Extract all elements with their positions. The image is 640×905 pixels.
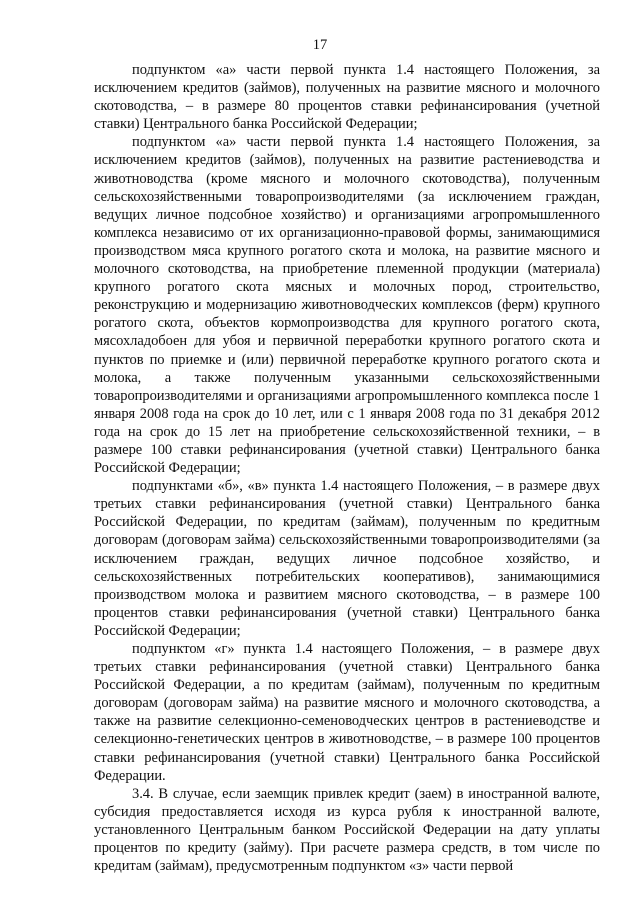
document-body — [94, 61, 600, 875]
paragraph-subsidy-rate-g: подпунктом «г» пункта 1.4 настоящего Положения, – в размере двух третьих ставки рефинансирования (учетной ставки) Центрального банка Российской Федерации, а по кредитам (займам), полученным по кредитным договорам (договорам займа) на развитие мясного и молочного скотоводства, а также на развитие селекционно-семеноводческих центров в растениеводстве и селекционно-генетических центров в животноводстве, – в размере 100 процентов ставки рефинансирования (учетной ставки) Центрального банка Российской Федерации. — [94, 641, 600, 784]
page-number: 17 — [312, 37, 328, 53]
paragraph-subsidy-rate-b-v: подпунктами «б», «в» пункта 1.4 настоящего Положения, – в размере двух третьих ставки рефинансирования (учетной ставки) Центрального банка Российской Федерации, по кредитам (займам), полученным по кредитным договорам (договорам займа) сельскохозяйственными товаропроизводителями (за исключением граждан, ведущих личное подсобное хозяйство, и сельскохозяйственных потребительских кооперативов), занимающимися производством молока и развитием мясного скотоводства, – в размере 100 процентов ставки рефинансирования (учетной ставки) Центрального банка Российской Федерации; — [94, 478, 600, 639]
paragraph-subsidy-rate-80: подпунктом «а» части первой пункта 1.4 настоящего Положения, за исключением кредитов (займов), полученных на развитие мясного и молочного скотоводства, – в размере 80 процентов ставки рефинансирования (учетной ставки) Центрального банка Российской Федерации; — [94, 62, 600, 133]
paragraph-3-4-foreign-currency: 3.4. В случае, если заемщик привлек кредит (заем) в иностранной валюте, субсидия предоставляется исходя из курса рубля к иностранной валюте, установленного Центральным банком Российской Федерации на дату уплаты процентов по кредиту (займу). При расчете размера средств, в том числе по кредитам (займам), предусмотренным подпунктом «з» части первой — [94, 785, 600, 875]
paragraph-subsidy-rate-cattle: подпунктом «а» части первой пункта 1.4 настоящего Положения, за исключением кредитов (займов), полученных на развитие растениеводства и животноводства (кроме мясного и молочного скотоводства), полученным сельскохозяйственными товаропроизводителями (за исключением граждан, ведущих личное подсобное хозяйство) и организациями агропромышленного комплекса независимо от их организационно-правовой формы, занимающимися производством мяса крупного рогатого скота и молока, на развитие мясного и молочного скотоводства, на приобретение племенной продукции (материала) крупного рогатого скота мясных и молочных пород, строительство, реконструкцию и модернизацию животноводческих комплексов (ферм) крупного рогатого скота, объектов кормопроизводства для крупного рогатого скота, мясохладобоен для убоя и первичной переработки крупного рогатого скота и пунктов по приемке и (или) первичной переработке крупного рогатого скота и молока, а также полученным указанными сельскохозяйственными товаропроизводителями и организациями агропромышленного комплекса после 1 января 2008 года на срок до 10 лет, или с 1 января 2008 года по 31 декабря 2012 года на срок до 15 лет на приобретение сельскохозяйственной техники, – в размере 100 ставки рефинансирования (учетной ставки) Центрального банка Российской Федерации; — [94, 134, 600, 477]
